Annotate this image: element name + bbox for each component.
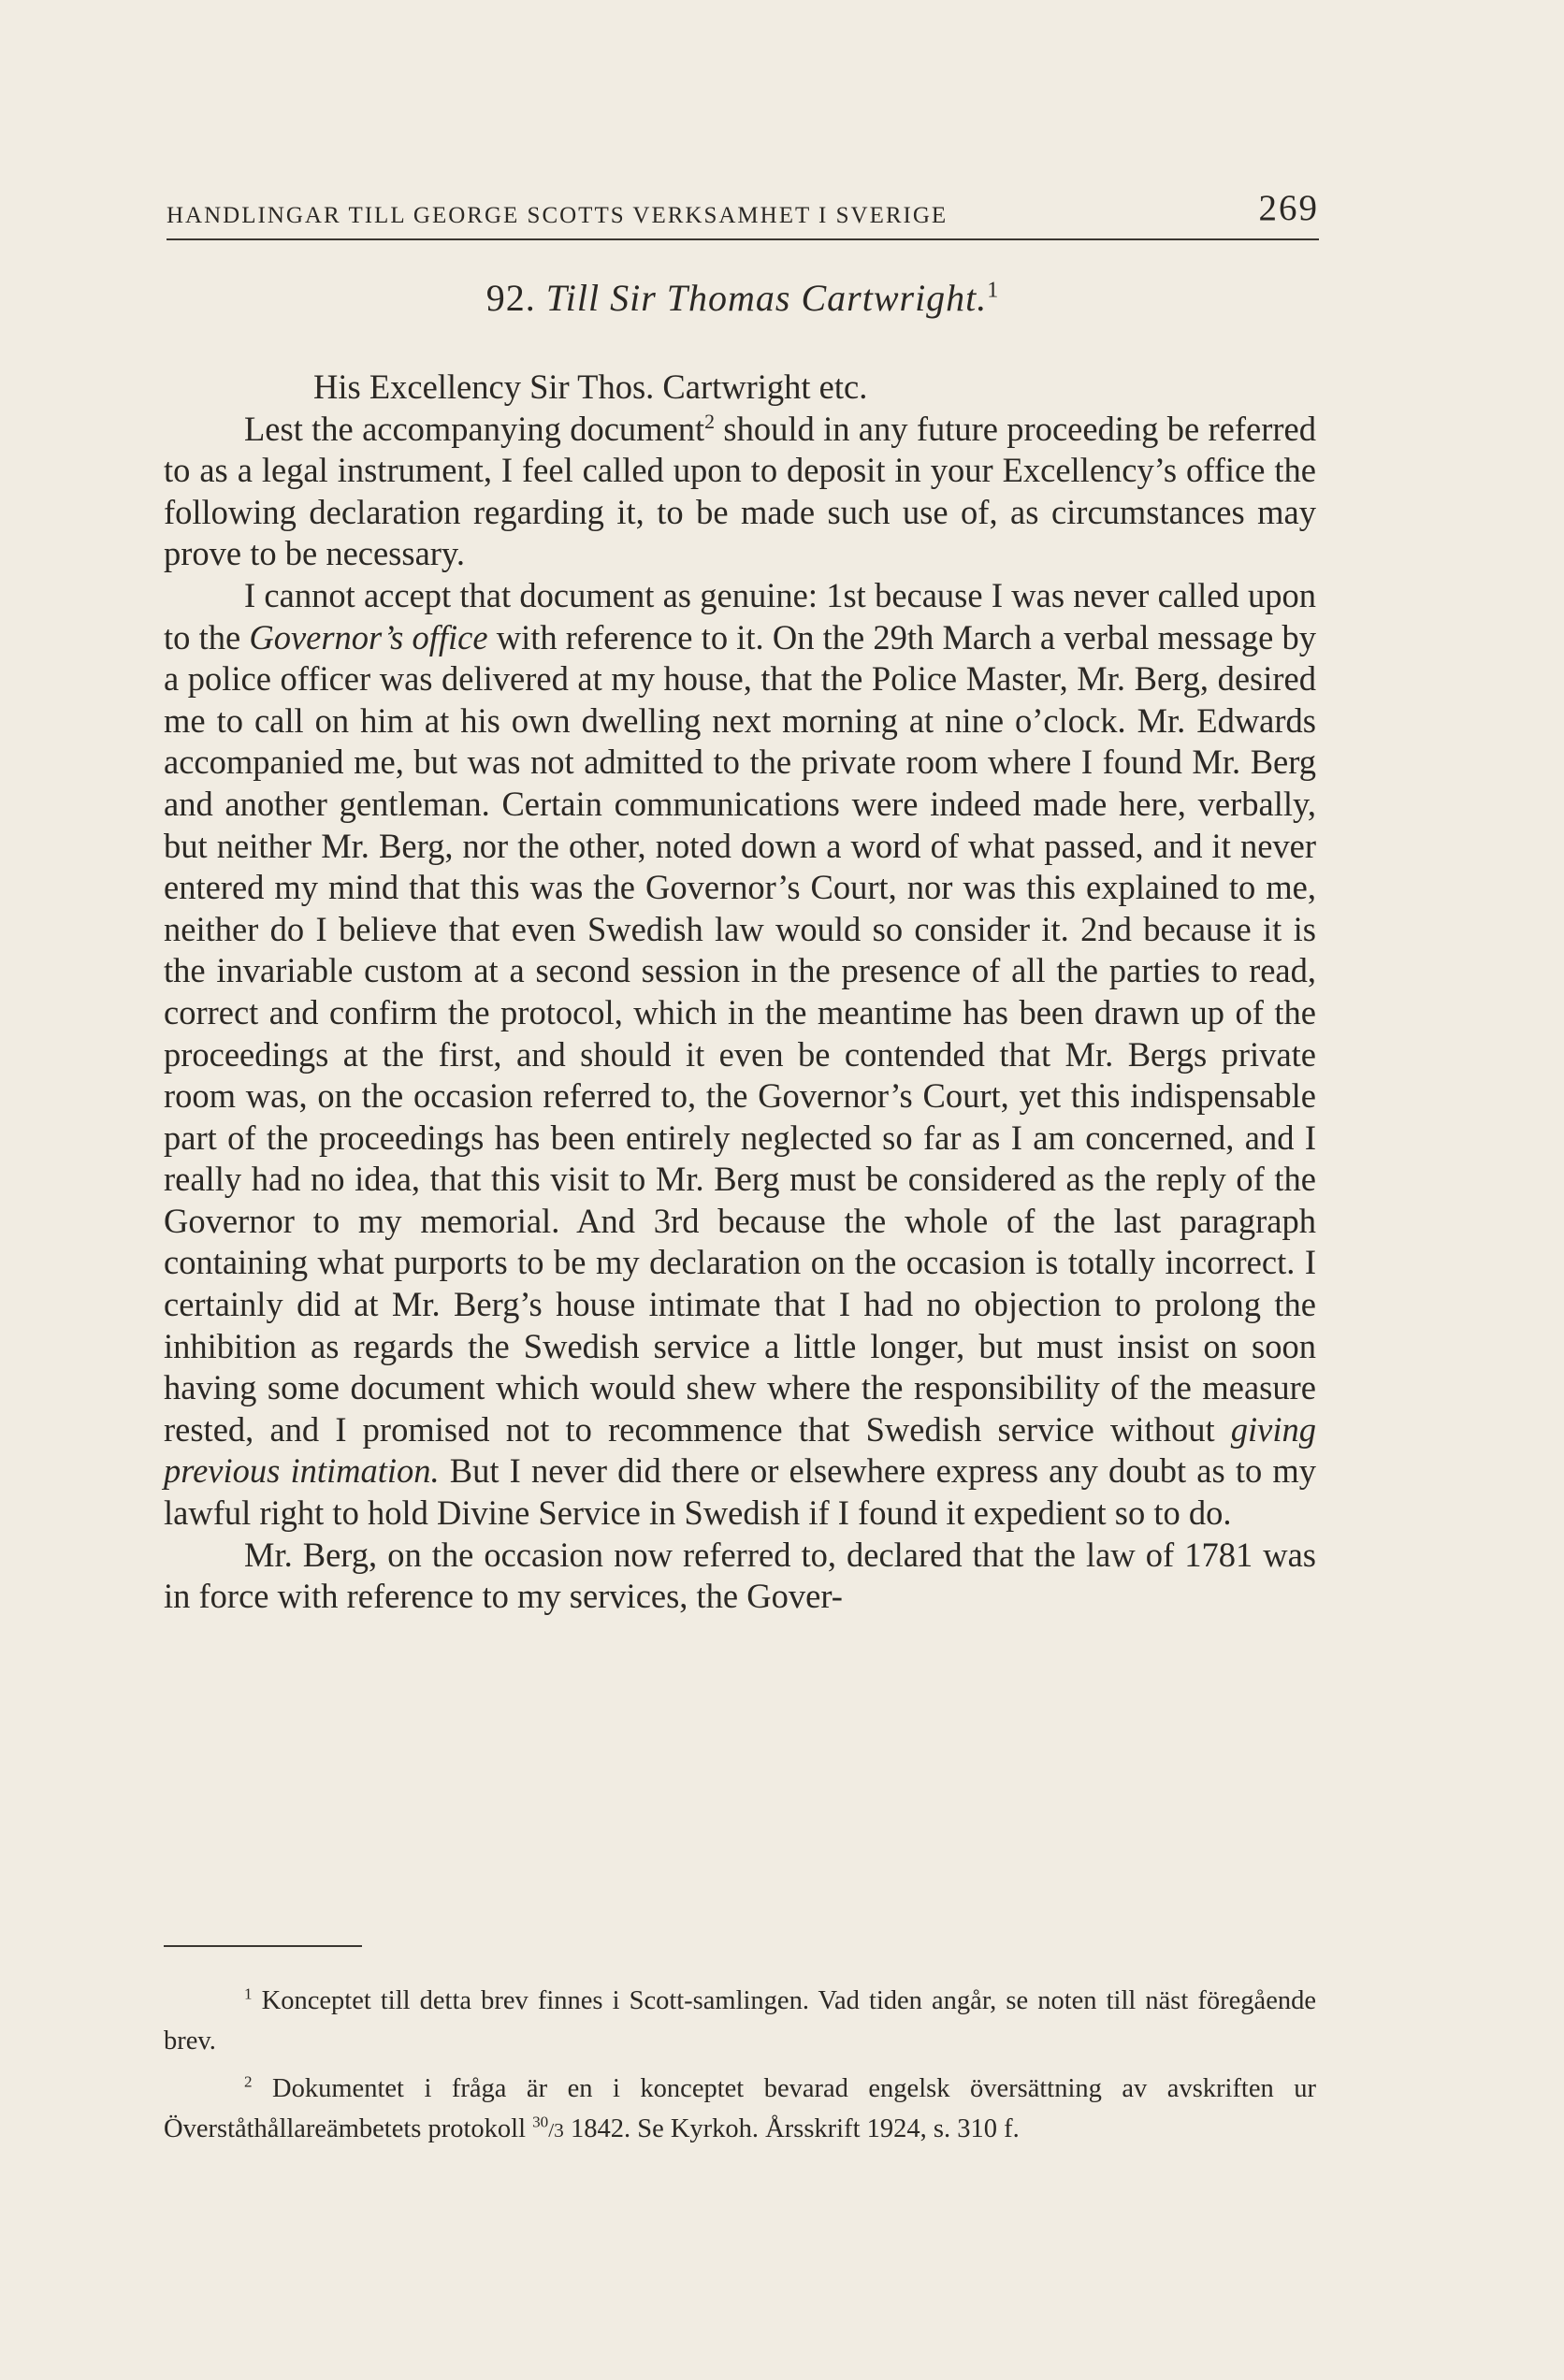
paragraph-2-italic-2: giving previous intimation. <box>164 1409 1316 1491</box>
paragraph-2-text-c: But I never did there or elsewhere express any doubt as to my lawful right to hold Divine Service in Swedish if I found it expedient so to do. <box>164 1451 1316 1533</box>
footnote-2-text-a: Dokumentet i fråga är en i konceptet bevarad engelsk översättning av avskriften ur Överståthållareämbetets protokoll <box>164 2074 1316 2143</box>
paragraph-3: Mr. Berg, on the occasion now referred to, declared that the law of 1781 was in force with reference to my services, the Gover- <box>164 1535 1316 1616</box>
page-header <box>167 187 1319 240</box>
running-title: HANDLINGAR TILL GEORGE SCOTTS VERKSAMHET I SVERIGE <box>167 203 949 228</box>
paragraph-1 <box>164 409 1316 575</box>
footnote-1-mark: 1 <box>244 1984 253 2003</box>
salutation: His Excellency Sir Thos. Cartwright etc. <box>313 368 868 406</box>
page-number: 269 <box>1258 188 1319 228</box>
letter-number: 92. <box>485 277 536 319</box>
footnote-ref-2: 2 <box>704 409 716 433</box>
footnotes <box>164 1981 1316 2158</box>
paragraph-2-italic-1: Governor’s office <box>249 617 488 656</box>
letter-body <box>164 367 1316 1618</box>
paragraph-2-text-b: with reference to it. On the 29th March a verbal message by a police officer was delivered at my house, that the Police Master, Mr. Berg, desired me to call on him at his own dwelling next morning at nine o’clock. Mr. Edwards accompanied me, but was not admitted to the private room where I found Mr. Berg and another gentleman. Certain communications were indeed made here, verbally, but neither Mr. Berg, nor the other, noted down a word of what passed, and it never entered my mind that this was the Governor’s Court, nor was this explained to me, neither do I believe that even Swedish law would so consider it. 2nd because it is the invariable custom at a second session in the presence of all the parties to read, correct and confirm the protocol, which in the meantime has been drawn up of the proceedings at the first, and should it even be contended that Mr. Bergs private room was, on the occasion referred to, the Governor’s Court, yet this indispensable part of the proceedings has been entirely neglected so far as I am concerned, and I really had no idea, that this visit to Mr. Berg must be considered as the reply of the Governor to my memorial. And 3rd because the whole of the last paragraph containing what purports to be my declaration on the occasion is totally incorrect. I certainly did at Mr. Berg’s house intimate that I had no objection to prolong the inhibition as regards the Swedish service a little longer, but must insist on soon having some document which would shew where the responsibility of the measure rested, and I promised not to recommence that Swedish service without <box>164 617 1316 1449</box>
paragraph-2 <box>164 575 1316 1535</box>
letter-title: Till Sir Thomas Cartwright. <box>545 277 988 319</box>
footnote-2-mark: 2 <box>244 2072 253 2091</box>
letter-heading <box>167 276 1319 320</box>
paragraph-1-text-a: Lest the accompanying document <box>244 409 705 448</box>
footnote-2-text-b: 1842. Se Kyrkoh. Årsskrift 1924, s. 310 f. <box>563 2114 1020 2143</box>
paragraph-2-text-a: I cannot accept that document as genuine: 1st because I was never called upon to the <box>164 575 1316 656</box>
footnote-ref-1: 1 <box>987 278 1000 303</box>
footnote-2 <box>164 2069 1316 2151</box>
footnote-2-date-den: /3 <box>548 2119 564 2142</box>
footnote-divider <box>164 1945 362 1947</box>
footnote-1 <box>164 1981 1316 2061</box>
footnote-1-text: Konceptet till detta brev finnes i Scott-samlingen. Vad tiden angår, se noten till näst föregående brev. <box>164 1986 1316 2055</box>
footnote-2-date-num: 30 <box>532 2113 549 2131</box>
paragraph-1-text-b: should in any future proceeding be referred to as a legal instrument, I feel called upon to deposit in your Excellency’s office the following declaration regarding it, to be made such use of, as circumstances may prove to be necessary. <box>164 409 1316 573</box>
